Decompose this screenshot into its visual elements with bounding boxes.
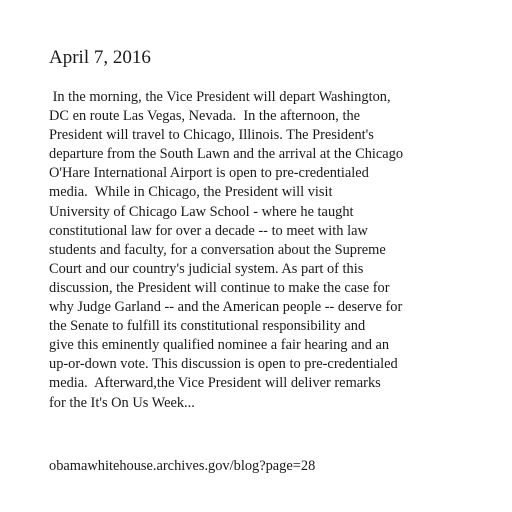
body-line: up-or-down vote. This discussion is open to pre-credentialed bbox=[49, 356, 398, 373]
source-url: obamawhitehouse.archives.gov/blog?page=28 bbox=[49, 458, 316, 474]
body-line: discussion, the President will continue to make the case for bbox=[49, 279, 390, 296]
body-line: media. While in Chicago, the President will visit bbox=[49, 184, 333, 201]
body-line: students and faculty, for a conversation about the Supreme bbox=[49, 241, 386, 258]
body-line: why Judge Garland -- and the American people -- deserve for bbox=[49, 299, 403, 316]
body-line: In the morning, the Vice President will depart Washington, bbox=[49, 89, 391, 105]
body-line: O'Hare International Airport is open to pre-credentialed bbox=[49, 165, 369, 182]
body-line: departure from the South Lawn and the arrival at the Chicago bbox=[49, 146, 404, 163]
body-line: for the It's On Us Week... bbox=[49, 394, 195, 411]
body-line: media. Afterward,the Vice President will deliver remarks bbox=[49, 375, 381, 392]
body-line: constitutional law for over a decade -- to meet with law bbox=[49, 222, 368, 239]
body-line: give this eminently qualified nominee a fair hearing and an bbox=[49, 337, 390, 354]
body-line: Court and our country's judicial system. As part of this bbox=[49, 260, 364, 277]
post-body bbox=[49, 88, 489, 413]
body-line: President will travel to Chicago, Illinois. The President's bbox=[49, 127, 374, 144]
body-line: the Senate to fulfill its constitutional responsibility and bbox=[49, 318, 366, 335]
date-heading: April 7, 2016 bbox=[49, 47, 151, 68]
body-line: University of Chicago Law School - where he taught bbox=[49, 203, 354, 220]
body-line: DC en route Las Vegas, Nevada. In the afternoon, the bbox=[49, 108, 361, 125]
